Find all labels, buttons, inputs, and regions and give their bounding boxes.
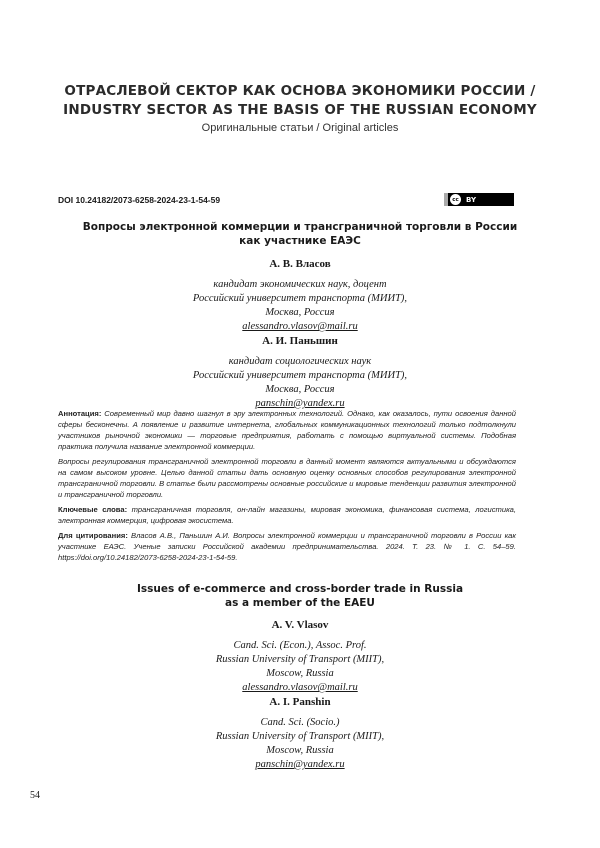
author-affiliation: Russian University of Transport (MIIT), <box>215 654 385 665</box>
title-en-line1: Issues of e-commerce and cross-border trade in Russia <box>136 583 464 595</box>
author-location: Moscow, Russia <box>266 668 334 679</box>
citation-label: Для цитирования: <box>58 531 128 540</box>
abstract-paragraph-1 <box>58 408 516 452</box>
author-email-link[interactable]: alessandro.vlasov@mail.ru <box>242 682 358 693</box>
author-en-1 <box>0 618 600 695</box>
author-affiliation: Russian University of Transport (MIIT), <box>215 731 385 742</box>
keywords-paragraph <box>58 504 516 526</box>
page-number: 54 <box>30 790 40 801</box>
section-subtitle: Оригинальные статьи / Original articles <box>201 122 399 134</box>
keywords-text: трансграничная торговля, он-лайн магазины, мировая экономика, финансовая система, логистика, электронная коммерция, цифровая экосистема. <box>58 505 516 525</box>
author-degree: кандидат экономических наук, доцент <box>213 279 387 290</box>
author-location: Москва, Россия <box>265 384 335 395</box>
abstract-text-1: Современный мир давно шагнул в эру электронных технологий. Однако, как оказалось, пути освоения данной сферы бесконечны. А появление и развитие интернета, глобальных коммуникационных технологий только подтолкнули участников рыночной экономики — торговые предприятия, работать с помощью виртуальной системы. Подобная практика получила название электронной коммерции. <box>58 409 516 451</box>
author-name: A. I. Panshin <box>269 696 331 708</box>
author-email-link[interactable]: panschin@yandex.ru <box>255 759 345 770</box>
author-location: Moscow, Russia <box>266 745 334 756</box>
author-en-2 <box>0 695 600 772</box>
citation-text: Власов А.В., Паньшин А.И. Вопросы электронной коммерции и трансграничной торговли в России как участнике ЕАЭС. Ученые записки Российской академии предпринимательства. 2024. Т. 23. № 1. С. 54–59. https://doi.org/10.24182/2073-6258-2024-23-1-54-59. <box>58 531 516 562</box>
author-name: А. В. Власов <box>269 258 331 270</box>
author-ru-2 <box>0 334 600 411</box>
article-title-en <box>0 582 600 610</box>
cc-by-license-badge[interactable] <box>444 193 514 206</box>
title-en-line2: as a member of the EAEU <box>225 597 375 609</box>
author-affiliation: Российский университет транспорта (МИИТ), <box>192 293 408 304</box>
author-email-link[interactable]: panschin@yandex.ru <box>255 398 345 409</box>
abstract-label: Аннотация: <box>58 409 102 418</box>
author-ru-1 <box>0 257 600 334</box>
abstract-paragraph-2: Вопросы регулирования трансграничной электронной торговли в данный момент являются актуальными и обсуждаются на самом высоком уровне. Целью данной статьи дать основную оценку основных способов регулирования электронной трансграничной торговли. В статье были рассмотрены основные российские и мировые тенденции развития электронной и трансграничной торговли. <box>58 457 516 499</box>
journal-section-title <box>0 82 600 120</box>
creative-commons-icon: cc <box>450 194 461 205</box>
author-location: Москва, Россия <box>265 307 335 318</box>
citation-paragraph <box>58 530 516 563</box>
section-title-en: INDUSTRY SECTOR AS THE BASIS OF THE RUSSIAN ECONOMY <box>63 102 537 118</box>
author-email-link[interactable]: alessandro.vlasov@mail.ru <box>242 321 358 332</box>
author-name: А. И. Паньшин <box>262 335 338 347</box>
article-title-ru <box>0 220 600 248</box>
license-by-label: BY <box>466 195 477 204</box>
author-degree: Cand. Sci. (Socio.) <box>260 717 340 728</box>
doi-label[interactable]: DOI 10.24182/2073-6258-2024-23-1-54-59 <box>58 195 221 205</box>
author-affiliation: Российский университет транспорта (МИИТ), <box>192 370 408 381</box>
section-title-ru: ОТРАСЛЕВОЙ СЕКТОР КАК ОСНОВА ЭКОНОМИКИ РОССИИ / <box>64 83 536 99</box>
keywords-label: Ключевые слова: <box>58 505 128 514</box>
author-name: A. V. Vlasov <box>271 619 329 631</box>
badge-edge <box>444 193 448 206</box>
abstract-block <box>58 408 516 567</box>
author-degree: кандидат социологических наук <box>228 356 372 367</box>
author-degree: Cand. Sci. (Econ.), Assoc. Prof. <box>233 640 367 651</box>
title-ru-line1: Вопросы электронной коммерции и трансграничной торговли в России <box>82 221 518 233</box>
title-ru-line2: как участнике ЕАЭС <box>239 235 361 247</box>
